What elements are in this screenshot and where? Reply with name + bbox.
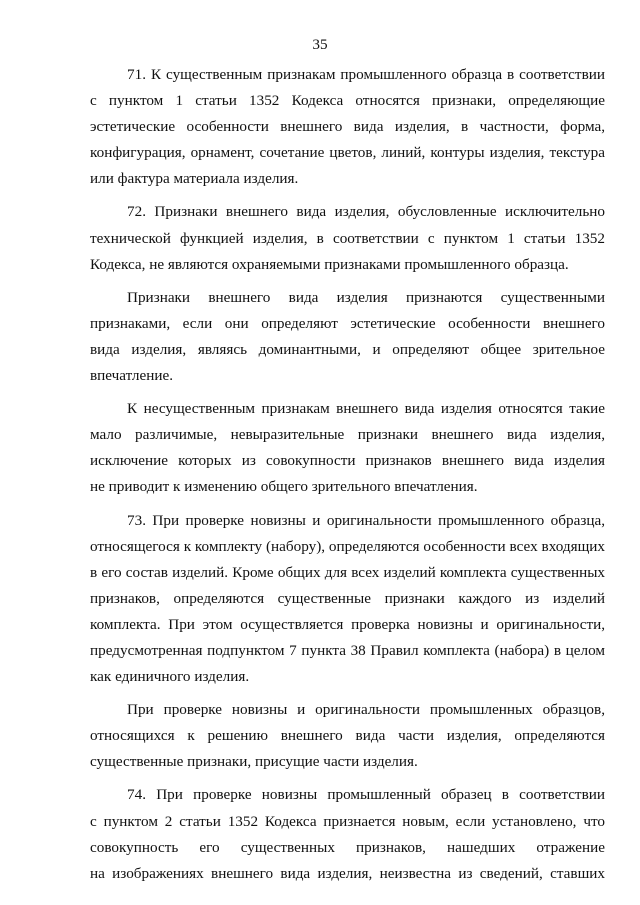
- text-line: 72. Признаки внешнего вида изделия, обусловленные исключительно: [127, 203, 605, 221]
- text-line: существенные признаки, присущие части изделия.: [90, 753, 418, 771]
- text-line: в его состав изделий. Кроме общих для всех изделий комплекта существенных: [90, 563, 605, 581]
- text-line: технической функцией изделия, в соответствии с пунктом 1 статьи 1352: [90, 229, 605, 247]
- text-line: как единичного изделия.: [90, 668, 250, 686]
- paragraph-74: [90, 782, 605, 886]
- text-line: исключение которых из совокупности признаков внешнего вида изделия: [90, 452, 605, 470]
- text-line: 74. При проверке новизны промышленный образец в соответствии: [127, 786, 605, 804]
- paragraph-essential-features: [90, 285, 605, 389]
- paragraph-72: [90, 199, 605, 277]
- text-line: предусмотренная подпунктом 7 пункта 38 Правил комплекта (набора) в целом: [90, 641, 605, 659]
- text-line: комплекта. При этом осуществляется проверка новизны и оригинальности,: [90, 615, 605, 633]
- text-line: К несущественным признакам внешнего вида изделия относятся такие: [127, 400, 605, 418]
- text-line: относящегося к комплекту (набору), определяются особенности всех входящих: [90, 537, 605, 555]
- text-line: совокупность его существенных признаков, нашедших отражение: [90, 838, 605, 856]
- text-line: относящихся к решению внешнего вида части изделия, определяются: [90, 727, 605, 745]
- text-line: Признаки внешнего вида изделия признаются существенными: [127, 288, 605, 306]
- text-line: на изображениях внешнего вида изделия, неизвестна из сведений, ставших: [90, 864, 605, 882]
- text-line: признаков, определяются существенные признаки каждого из изделий: [90, 589, 605, 607]
- text-line: или фактура материала изделия.: [90, 170, 299, 188]
- paragraph-73: [90, 508, 605, 691]
- paragraph-nonessential-features: [90, 396, 605, 500]
- text-line: не приводит к изменению общего зрительного впечатления.: [90, 478, 478, 496]
- page-number: 35: [312, 36, 328, 53]
- text-line: конфигурация, орнамент, сочетание цветов, линий, контуры изделия, текстура: [90, 144, 605, 162]
- text-line: признаками, если они определяют эстетические особенности внешнего: [90, 314, 605, 332]
- document-body: [90, 62, 605, 887]
- text-line: с пунктом 2 статьи 1352 Кодекса признается новым, если установлено, что: [90, 812, 605, 830]
- paragraph-71: [90, 62, 605, 192]
- text-line: 73. При проверке новизны и оригинальности промышленного образца,: [127, 511, 605, 529]
- text-line: При проверке новизны и оригинальности промышленных образцов,: [127, 701, 605, 719]
- paragraph-part-of-product: [90, 697, 605, 775]
- text-line: 71. К существенным признакам промышленного образца в соответствии: [127, 66, 605, 83]
- text-line: эстетические особенности внешнего вида изделия, в частности, форма,: [90, 118, 605, 136]
- text-line: с пунктом 1 статьи 1352 Кодекса относятся признаки, определяющие: [90, 92, 605, 110]
- text-line: вида изделия, являясь доминантными, и определяют общее зрительное: [90, 340, 605, 358]
- text-line: мало различимые, невыразительные признаки внешнего вида изделия,: [90, 426, 605, 444]
- text-line: впечатление.: [90, 367, 174, 385]
- text-line: Кодекса, не являются охраняемыми признаками промышленного образца.: [90, 255, 569, 273]
